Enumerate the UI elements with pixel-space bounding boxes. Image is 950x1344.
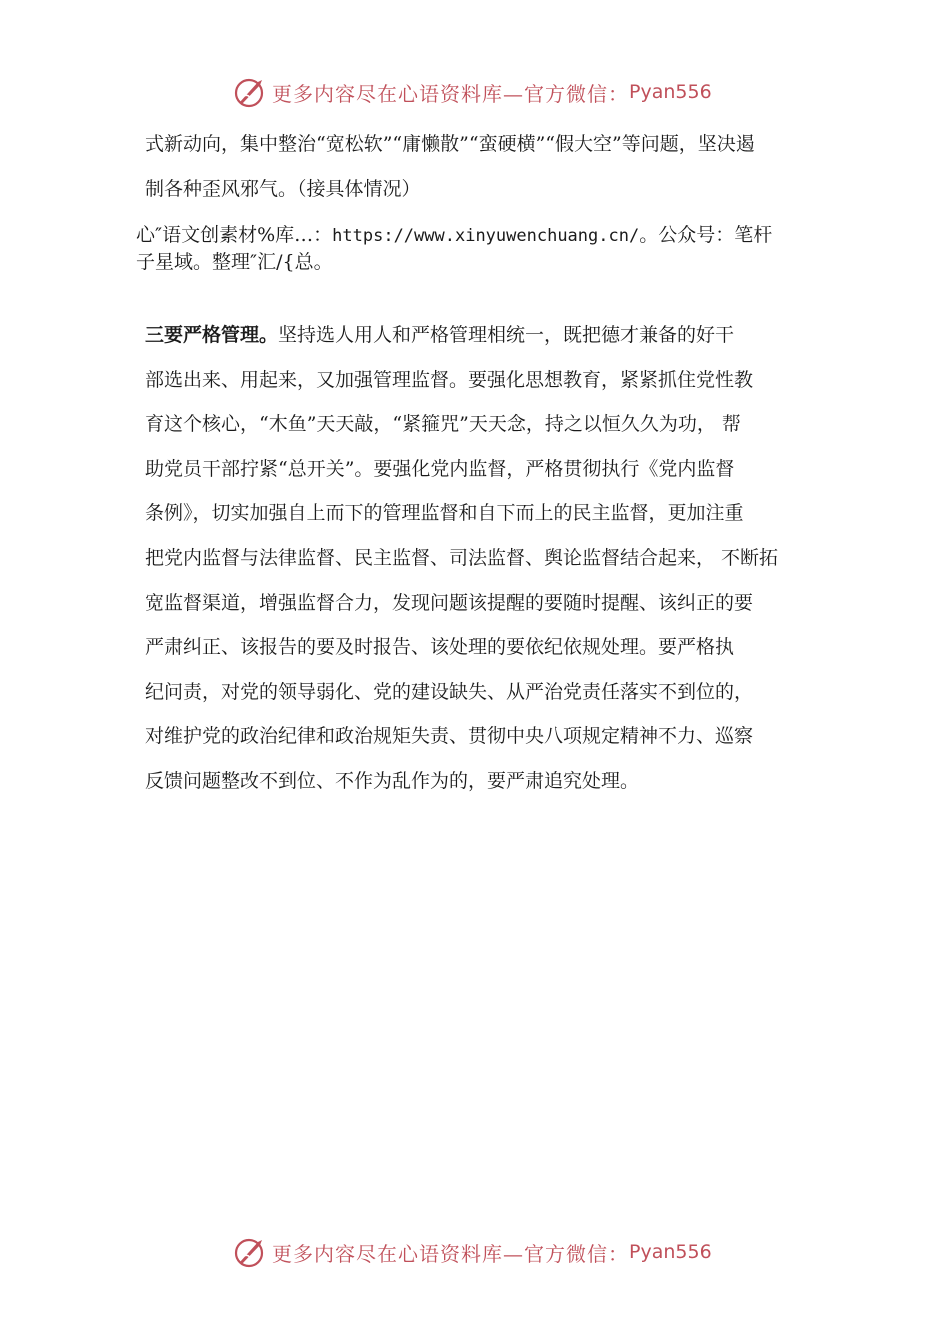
text-line: 纪问责，对党的领导弱化、党的建设缺失、从严治党责任落实不到位的， [145, 680, 754, 703]
source-suffix: 。公众号：笔杆 [639, 224, 773, 246]
header-banner-text: 更多内容尽在心语资料库—官方微信： [272, 81, 629, 106]
text-line: 助党员干部拧紧“总开关”。要强化党内监督，严格贯彻执行《党内监督 [145, 457, 735, 480]
paragraph-continuation [145, 122, 815, 211]
pen-logo-icon [232, 1234, 268, 1270]
text-line: 对维护党的政治纪律和政治规矩失责、贯彻中央八项规定精神不力、巡察 [145, 725, 754, 748]
header-wechat-id: Pyan556 [629, 81, 712, 103]
text-line [145, 313, 815, 358]
source-prefix: 心″语文创素材%库…： [136, 224, 333, 246]
footer-banner-text: 更多内容尽在心语资料库—官方微信： [272, 1241, 629, 1266]
text-line: 严肃纠正、该报告的要及时报告、该处理的要依纪依规处理。要严格执 [145, 636, 735, 659]
header-banner [232, 72, 752, 112]
footer-banner [232, 1232, 752, 1272]
source-line-1 [136, 222, 836, 249]
text-line: 把党内监督与法律监督、民主监督、司法监督、舆论监督结合起来， 不断拓 [145, 546, 779, 569]
text-line: 育这个核心，“木鱼”天天敲，“紧箍咒”天天念，持之以恒久久为功， 帮 [145, 413, 741, 436]
text-line: 部选出来、用起来，又加强管理监督。要强化思想教育，紧紧抓住党性教 [145, 368, 754, 391]
text-line-content: 坚持选人用人和严格管理相统一，既把德才兼备的好干 [278, 324, 735, 346]
pen-logo-icon [232, 74, 268, 110]
text-line: 宽监督渠道，增强监督合力，发现问题该提醒的要随时提醒、该纠正的要 [145, 591, 754, 614]
footer-wechat-id: Pyan556 [629, 1241, 712, 1263]
text-line: 式新动向，集中整治“宽松软”“庸懒散”“蛮硬横”“假大空”等问题，坚决遏 [145, 133, 755, 155]
source-line-2: 子星域。整理″汇/{总。 [136, 251, 333, 273]
source-url: https://www.xinyuwenchuang.cn/ [332, 226, 640, 246]
section-heading: 三要严格管理。 [145, 324, 279, 346]
text-line: 条例》，切实加强自上而下的管理监督和自下而上的民主监督，更加注重 [145, 502, 744, 525]
text-line: 制各种歪风邪气。（接具体情况） [145, 177, 421, 200]
text-line: 反馈问题整改不到位、不作为乱作为的，要严肃追究处理。 [145, 769, 640, 792]
source-note [136, 222, 836, 275]
paragraph-strict-management [145, 313, 815, 804]
